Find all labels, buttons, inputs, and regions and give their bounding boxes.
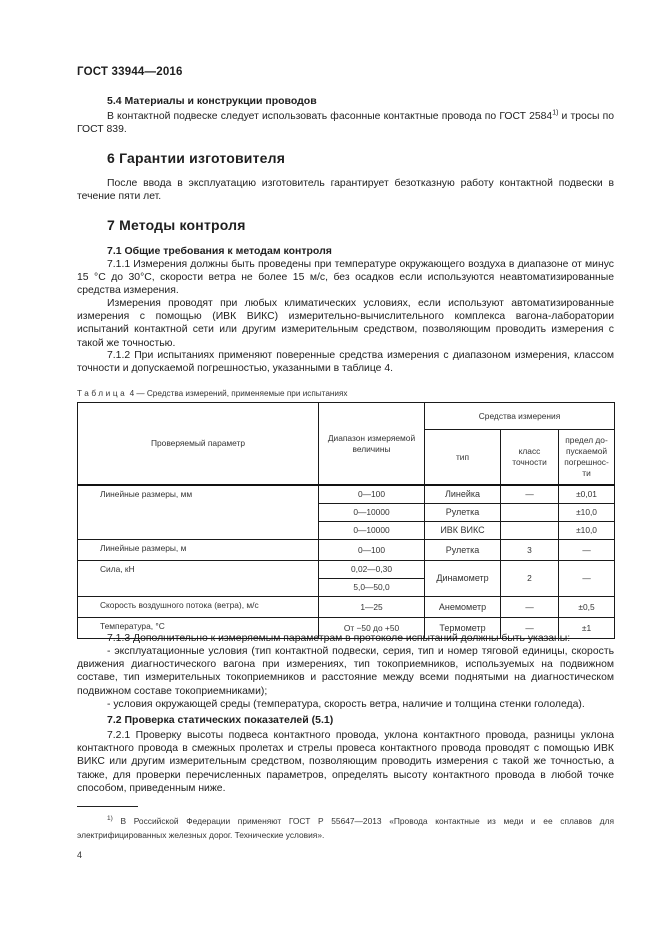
footnote bbox=[77, 814, 614, 842]
cell-class: — bbox=[501, 618, 559, 639]
cell-range: 5,0—50,0 bbox=[319, 579, 425, 597]
cell-parameter: Сила, кН bbox=[78, 561, 319, 597]
header-range: Диапазон измеряемой величины bbox=[319, 403, 425, 486]
table-4-measuring-instruments bbox=[77, 402, 615, 639]
list-item-operating-conditions: - эксплуатационные условия (тип контактной подвески, серия, тип и номер тяговой единицы, скорость движения диагностического вагона при измерениях, тип токоприемников, используемых на подвижном составе, тип измерительных токоприемников и расстояние между всеми поднятыми на диагностическом подвижном составе токоприемниками); bbox=[77, 646, 614, 697]
paragraph-7-1-3: 7.1.3 Дополнительно к измеряемым параметрам в протоколе испытаний должны быть указаны: bbox=[107, 633, 571, 644]
cell-range: 0,02—0,30 bbox=[319, 561, 425, 579]
cell-limit: ±10,0 bbox=[559, 504, 615, 522]
cell-limit: ±1 bbox=[559, 618, 615, 639]
section-7-title: 7 Методы контроля bbox=[107, 217, 246, 233]
table-4-caption bbox=[77, 389, 348, 398]
para-text: и тросы по ГОСТ 839. bbox=[77, 111, 614, 136]
cell-class bbox=[501, 504, 559, 522]
cell-parameter: Линейные размеры, мм bbox=[78, 485, 319, 540]
cell-type: Динамометр bbox=[425, 561, 501, 597]
section-6-paragraph: После ввода в эксплуатацию изготовитель гарантирует безотказную работу контактной подвески в течение пяти лет. bbox=[77, 178, 614, 203]
document-header: ГОСТ 33944—2016 bbox=[77, 66, 183, 78]
cell-parameter: Температура, °С bbox=[78, 618, 319, 639]
page-number: 4 bbox=[77, 850, 83, 860]
header-parameter: Проверяемый параметр bbox=[78, 403, 319, 486]
cell-range: 0—100 bbox=[319, 540, 425, 561]
paragraph-7-2-1: 7.2.1 Проверку высоты подвеса контактного провода, уклона контактного провода, разницы уклона контактного провода в смежных пролетах и стрелы провеса контактного провода проводят с помощью ИВК ВИКС или другим измерительным средством, позволяющим проводить измерения с такой же точностью, а также, для проверки перечисленных параметров, определять высоту контактного провода в любой точке способом, приведенным ниже. bbox=[77, 730, 614, 794]
table-row bbox=[78, 485, 615, 504]
para-text: В контактной подвеске следует использовать фасонные контактные провода по ГОСТ 2584 bbox=[107, 111, 553, 122]
cell-limit: ±0,5 bbox=[559, 597, 615, 618]
cell-type: Термометр bbox=[425, 618, 501, 639]
cell-range: 0—10000 bbox=[319, 504, 425, 522]
cell-type: ИВК ВИКС bbox=[425, 522, 501, 540]
header-measuring-means: Средства измерения bbox=[425, 403, 615, 430]
cell-class: 3 bbox=[501, 540, 559, 561]
table-row bbox=[78, 597, 615, 618]
cell-parameter: Линейные размеры, м bbox=[78, 540, 319, 561]
header-error-limit: предел до-пускаемой погрешнос-ти bbox=[559, 430, 615, 486]
footnote-text: В Российской Федерации применяют ГОСТ Р 55647—2013 «Провода контактные из меди и ее сплавов для электрифицированных железных дорог. Технические условия». bbox=[77, 816, 614, 840]
cell-parameter: Скорость воздушного потока (ветра), м/с bbox=[78, 597, 319, 618]
caption-text: 4 — Средства измерений, применяемые при испытаниях bbox=[127, 389, 348, 398]
section-6-title: 6 Гарантии изготовителя bbox=[107, 150, 286, 166]
cell-limit: ±10,0 bbox=[559, 522, 615, 540]
cell-type: Линейка bbox=[425, 485, 501, 504]
paragraph-7-1-2: 7.1.2 При испытаниях применяют поверенные средства измерения с диапазоном измерения, классом точности и допускаемой погрешностью, указанными в таблице 4. bbox=[77, 350, 614, 375]
cell-type: Анемометр bbox=[425, 597, 501, 618]
cell-range: 1—25 bbox=[319, 597, 425, 618]
cell-limit: — bbox=[559, 561, 615, 597]
cell-limit: — bbox=[559, 540, 615, 561]
cell-class: 2 bbox=[501, 561, 559, 597]
section-5-4-paragraph bbox=[77, 110, 614, 136]
section-7-1-title: 7.1 Общие требования к методам контроля bbox=[107, 245, 332, 257]
footnote-ref[interactable]: 1) bbox=[552, 109, 559, 117]
cell-type: Рулетка bbox=[425, 504, 501, 522]
cell-limit: ±0,01 bbox=[559, 485, 615, 504]
section-5-4-title: 5.4 Материалы и конструкции проводов bbox=[107, 95, 317, 107]
list-item-environment-conditions: - условия окружающей среды (температура, скорость ветра, наличие и толщина стенки гололеда). bbox=[107, 699, 585, 710]
cell-class: — bbox=[501, 597, 559, 618]
table-row bbox=[78, 540, 615, 561]
footnote-marker: 1) bbox=[107, 815, 113, 823]
header-type: тип bbox=[425, 430, 501, 486]
cell-class bbox=[501, 522, 559, 540]
cell-range: 0—10000 bbox=[319, 522, 425, 540]
footnote-divider bbox=[77, 806, 138, 807]
cell-class: — bbox=[501, 485, 559, 504]
paragraph-7-1-1: 7.1.1 Измерения должны быть проведены при температуре окружающего воздуха в диапазоне от минус 15 °С до 30°С, скорости ветра не более 15 м/с, без осадков если используются неавтоматизированные средства измерения. bbox=[77, 259, 614, 297]
paragraph-automated-measurements: Измерения проводят при любых климатических условиях, если используют автоматизированные измерения с помощью (ИВК ВИКС) измерительно-вычислительного комплекса вагона-лаборатории испытаний контактной сети или другим измерительным средством, позволяющим проводить измерения с такой же точностью. bbox=[77, 298, 614, 349]
section-7-2-title: 7.2 Проверка статических показателей (5.1) bbox=[107, 714, 334, 726]
cell-range: От −50 до +50 bbox=[319, 618, 425, 639]
caption-label: Таблица bbox=[77, 389, 128, 398]
cell-range: 0—100 bbox=[319, 485, 425, 504]
header-accuracy-class: класс точности bbox=[501, 430, 559, 486]
cell-type: Рулетка bbox=[425, 540, 501, 561]
table-row bbox=[78, 561, 615, 579]
